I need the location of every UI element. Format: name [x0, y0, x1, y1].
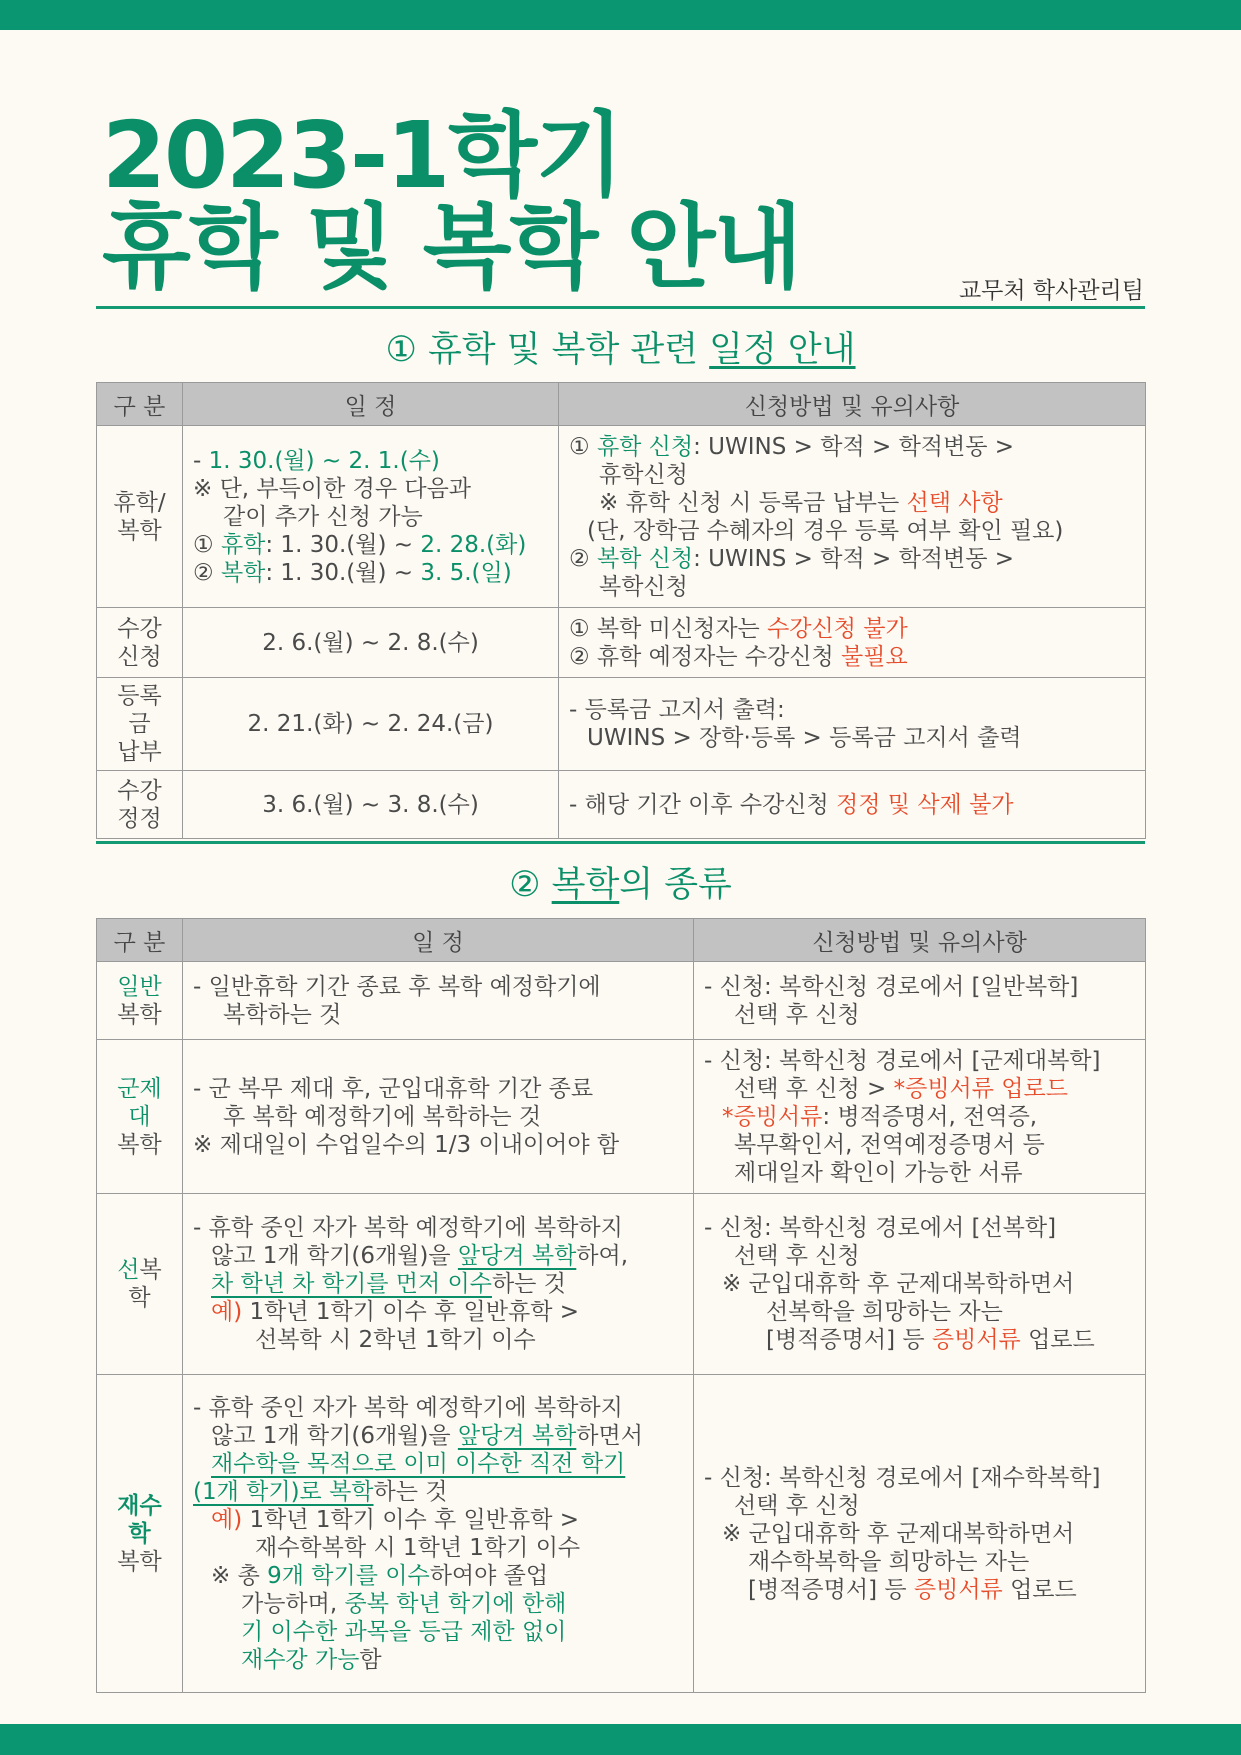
readmission-types-table — [96, 918, 1146, 1693]
row-notes: ① 휴학 신청: UWINS > 학적 > 학적변동 > 휴학신청 ※ 휴학 신청 시 등록금 납부는 선택 사항 (단, 장학금 수혜자의 경우 등록 여부 확인 필요) ② 복학 신청: UWINS > 학적 > 학적변동 > 복학신청 — [559, 426, 1146, 608]
row-schedule: 3. 6.(월) ~ 3. 8.(수) — [183, 771, 559, 839]
row-schedule: 2. 21.(화) ~ 2. 24.(금) — [183, 678, 559, 771]
row-schedule: - 휴학 중인 자가 복학 예정학기에 복학하지 않고 1개 학기(6개월)을 앞당겨 복학하면서 재수학을 목적으로 이미 이수한 직전 학기 (1개 학기)로 복학하는 것 예) 1학년 1학기 이수 후 일반휴학 > 재수학복학 시 1학년 1학기 이수 ※ 총 9개 학기를 이수하여야 졸업 가능하며, 중복 학년 학기에 한해 기 이수한 과목을 등급 제한 없이 재수강 가능함 — [183, 1375, 694, 1693]
row-notes: - 신청: 복학신청 경로에서 [군제대복학] 선택 후 신청 > *증빙서류 업로드 *증빙서류: 병적증명서, 전역증, 복무확인서, 전역예정증명서 등 제대일자 확인이 가능한 서류 — [694, 1040, 1146, 1194]
table-row — [97, 771, 1146, 839]
section1-title-underlined: 일정 안내 — [709, 330, 856, 370]
schedule-table — [96, 382, 1146, 839]
row-notes: - 해당 기간 이후 수강신청 정정 및 삭제 불가 — [559, 771, 1146, 839]
row-notes: - 신청: 복학신청 경로에서 [재수학복학] 선택 후 신청 ※ 군입대휴학 후 군제대복학하면서 재수학복학을 희망하는 자는 [병적증명서] 등 증빙서류 업로드 — [694, 1375, 1146, 1693]
title-line-2: 휴학 및 복학 안내 — [102, 194, 801, 301]
section-divider — [96, 841, 1145, 844]
row-category: 일반 복학 — [97, 962, 183, 1040]
row-category: 수강 신청 — [97, 608, 183, 678]
section2-title-underlined: 복학 — [551, 865, 620, 905]
section2-title: ② 복학의 종류 — [509, 865, 732, 905]
header-category: 구 분 — [97, 919, 183, 962]
header-schedule: 일 정 — [183, 383, 559, 426]
title-divider — [96, 306, 1145, 309]
table-row — [97, 678, 1146, 771]
row-category: 휴학/ 복학 — [97, 426, 183, 608]
row-category: 수강 정정 — [97, 771, 183, 839]
bottom-band — [0, 1724, 1241, 1755]
table-row — [97, 1040, 1146, 1194]
section1-title: ① 휴학 및 복학 관련 일정 안내 — [385, 330, 856, 370]
row-schedule: - 군 복무 제대 후, 군입대휴학 기간 종료 후 복학 예정학기에 복학하는 것 ※ 제대일이 수업일수의 1/3 이내이어야 함 — [183, 1040, 694, 1194]
department-label: 교무처 학사관리팀 — [958, 278, 1144, 304]
row-category: 군제대 복학 — [97, 1040, 183, 1194]
row-schedule: - 일반휴학 기간 종료 후 복학 예정학기에 복학하는 것 — [183, 962, 694, 1040]
table-row — [97, 608, 1146, 678]
row-schedule: - 1. 30.(월) ~ 2. 1.(수) ※ 단, 부득이한 경우 다음과 같이 추가 신청 가능 ① 휴학: 1. 30.(월) ~ 2. 28.(화) ② 복학: 1. 30.(월) ~ 3. 5.(일) — [183, 426, 559, 608]
row-category: 선복학 — [97, 1194, 183, 1375]
table-row — [97, 1375, 1146, 1693]
row-schedule: 2. 6.(월) ~ 2. 8.(수) — [183, 608, 559, 678]
row-category: 등록금 납부 — [97, 678, 183, 771]
table-row — [97, 962, 1146, 1040]
header-schedule: 일 정 — [183, 919, 694, 962]
page-title — [102, 102, 801, 301]
table-header-row — [97, 919, 1146, 962]
header-notes: 신청방법 및 유의사항 — [694, 919, 1146, 962]
row-notes: - 등록금 고지서 출력: UWINS > 장학·등록 > 등록금 고지서 출력 — [559, 678, 1146, 771]
header-category: 구 분 — [97, 383, 183, 426]
row-schedule: - 휴학 중인 자가 복학 예정학기에 복학하지 않고 1개 학기(6개월)을 앞당겨 복학하여, 차 학년 차 학기를 먼저 이수하는 것 예) 1학년 1학기 이수 후 일반휴학 > 선복학 시 2학년 1학기 이수 — [183, 1194, 694, 1375]
table-row — [97, 426, 1146, 608]
header-notes: 신청방법 및 유의사항 — [559, 383, 1146, 426]
row-category: 재수학 복학 — [97, 1375, 183, 1693]
title-line-1: 2023-1학기 — [102, 102, 622, 209]
table-row — [97, 1194, 1146, 1375]
table-header-row — [97, 383, 1146, 426]
top-band — [0, 0, 1241, 30]
row-notes: - 신청: 복학신청 경로에서 [일반복학] 선택 후 신청 — [694, 962, 1146, 1040]
row-notes: - 신청: 복학신청 경로에서 [선복학] 선택 후 신청 ※ 군입대휴학 후 군제대복학하면서 선복학을 희망하는 자는 [병적증명서] 등 증빙서류 업로드 — [694, 1194, 1146, 1375]
row-notes: ① 복학 미신청자는 수강신청 불가 ② 휴학 예정자는 수강신청 불필요 — [559, 608, 1146, 678]
